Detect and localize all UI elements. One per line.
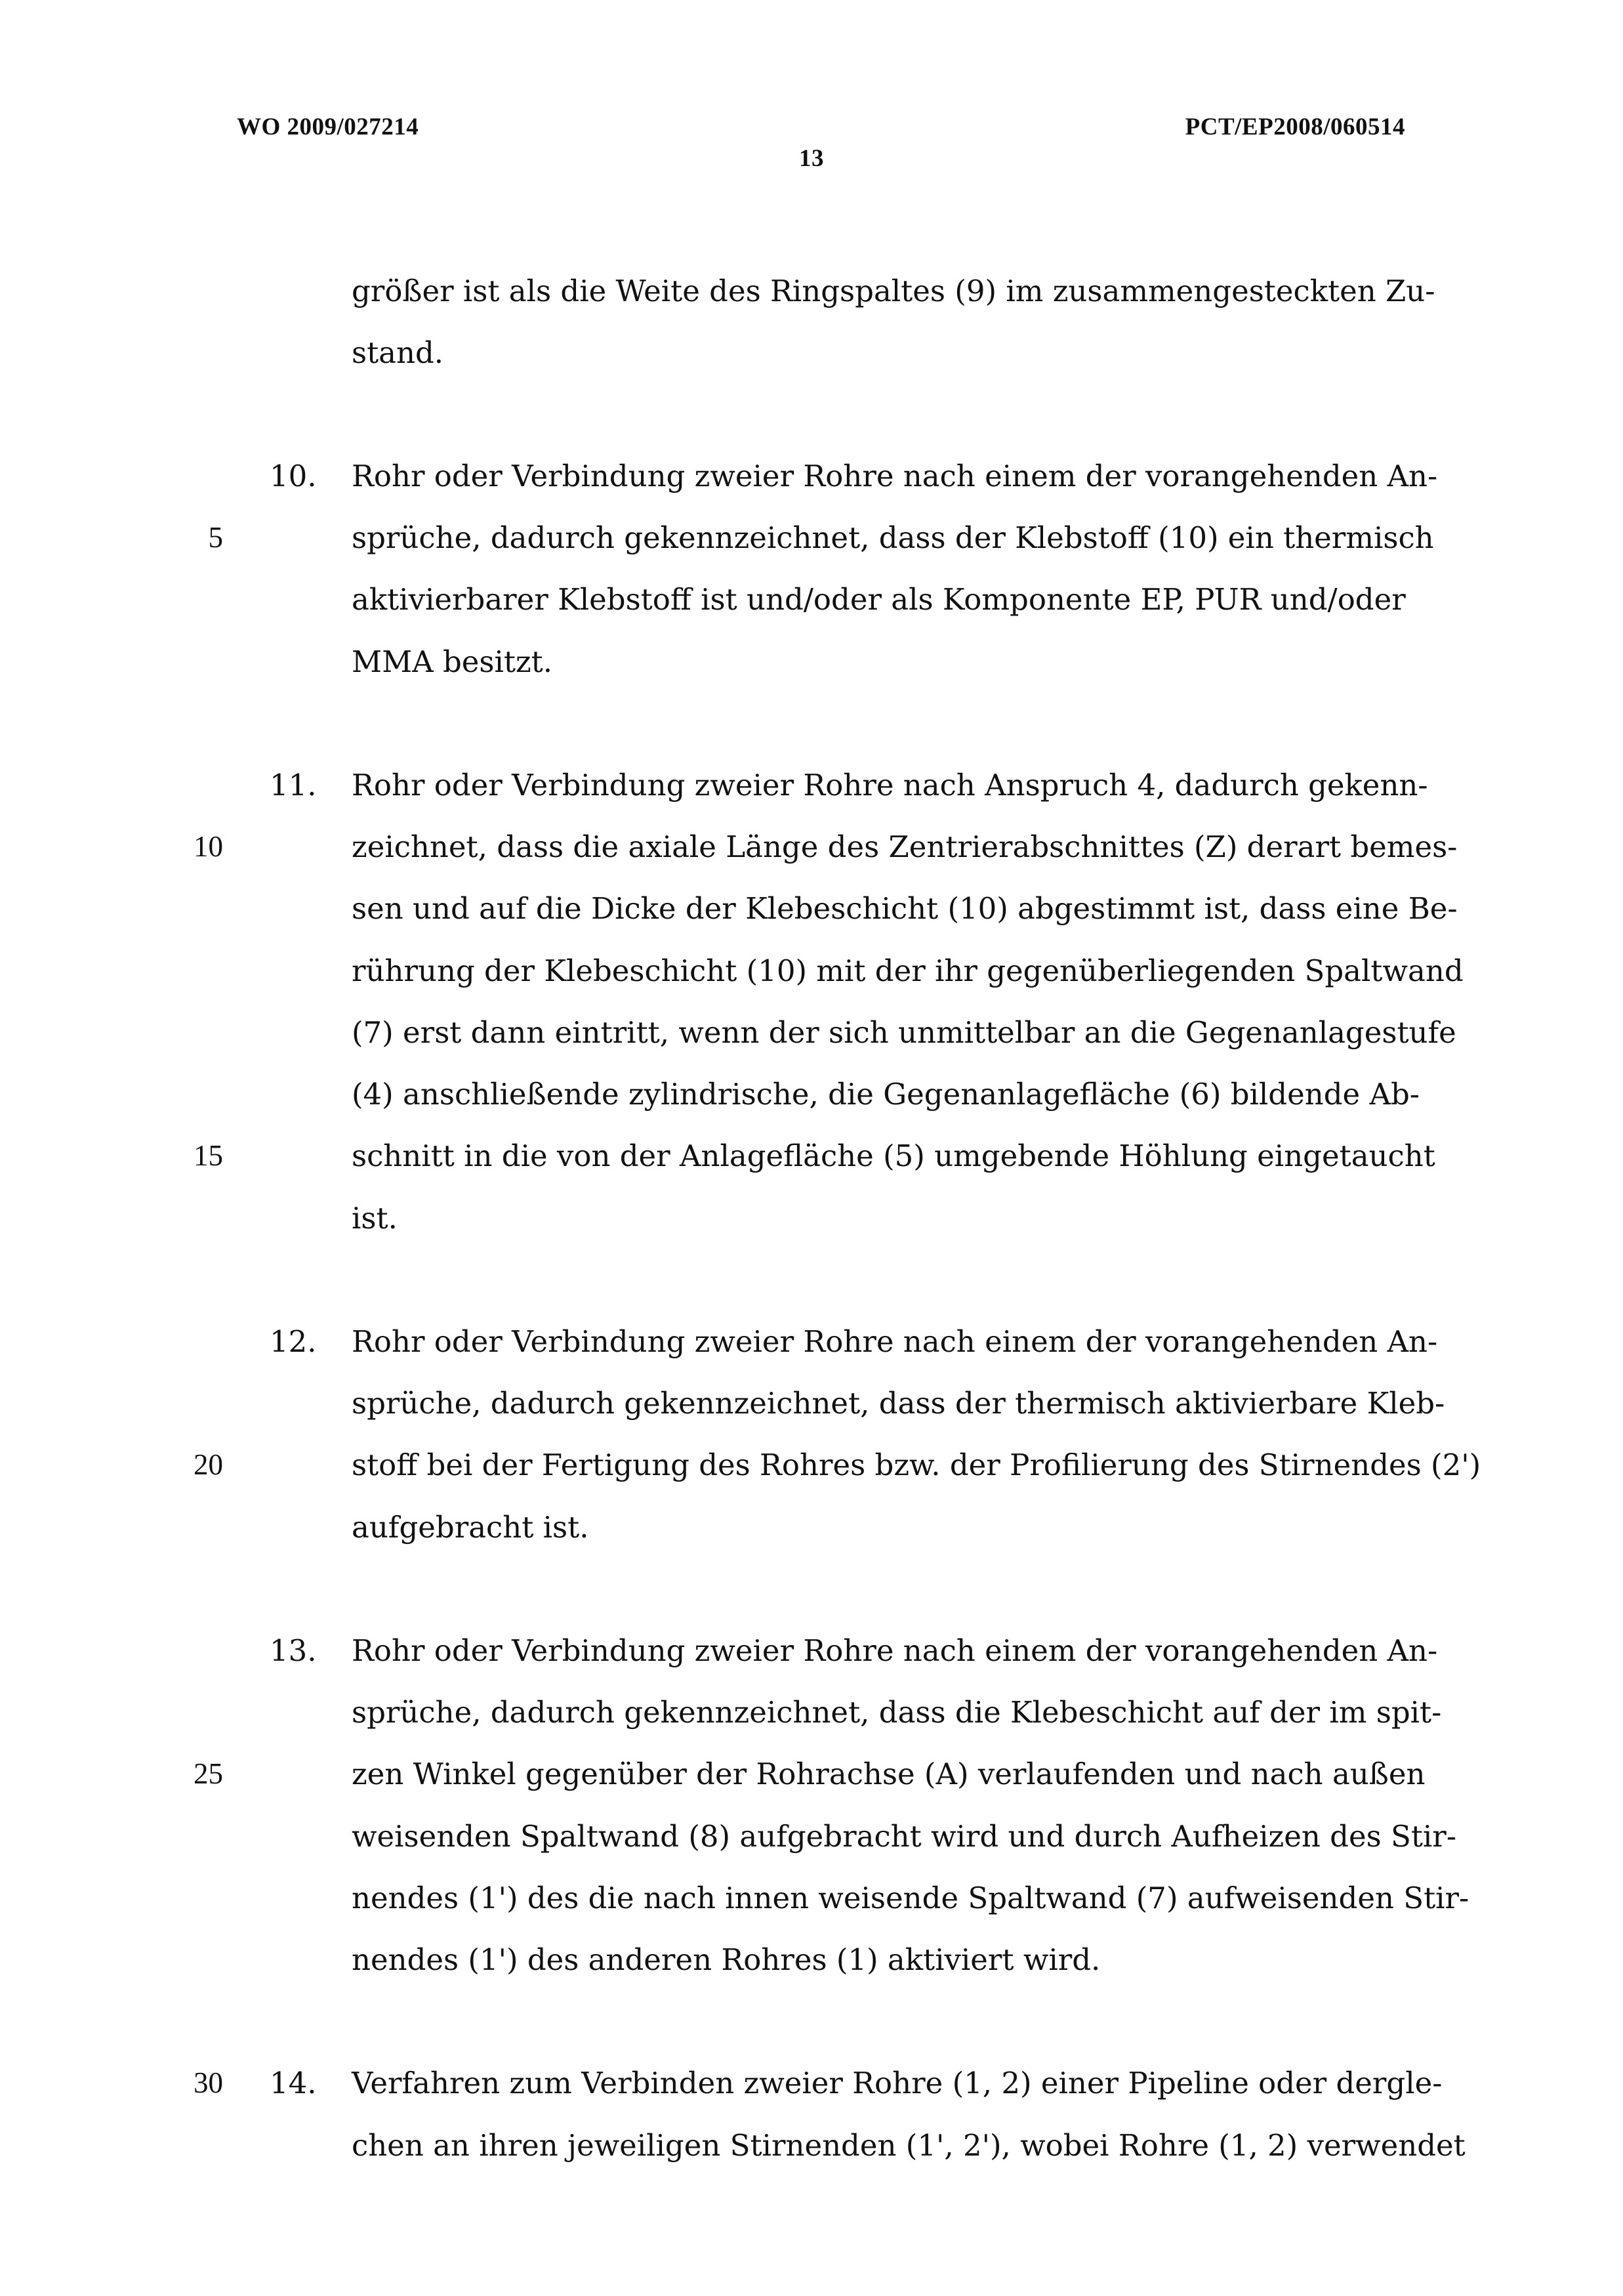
intro-line: stand.	[352, 335, 444, 370]
claim-13-number: 13.	[270, 1633, 317, 1668]
claim-13-line: zen Winkel gegenüber der Rohrachse (A) verlaufenden und nach außen	[352, 1757, 1426, 1791]
claim-11-number: 11.	[270, 768, 317, 803]
line-number-30: 30	[194, 2066, 223, 2099]
claim-13-line: nendes (1') des anderen Rohres (1) aktiviert wird.	[352, 1942, 1101, 1977]
line-number-20: 20	[194, 1448, 223, 1481]
header-right: PCT/EP2008/060514	[1185, 114, 1405, 140]
claim-10-line: sprüche, dadurch gekennzeichnet, dass der Klebstoff (10) ein thermisch	[352, 520, 1434, 555]
claim-11-line: zeichnet, dass die axiale Länge des Zentrierabschnittes (Z) derart bemes-	[352, 829, 1458, 864]
claim-13-line: weisenden Spaltwand (8) aufgebracht wird und durch Aufheizen des Stir-	[352, 1819, 1457, 1854]
line-number-15: 15	[194, 1139, 223, 1172]
claim-13-line: nendes (1') des die nach innen weisende Spaltwand (7) aufweisenden Stir-	[352, 1881, 1469, 1915]
claim-13-line: Rohr oder Verbindung zweier Rohre nach einem der vorangehenden An-	[352, 1633, 1438, 1668]
claim-12-line: stoff bei der Fertigung des Rohres bzw. der Profilierung des Stirnendes (2')	[352, 1448, 1481, 1482]
claim-11-line: rührung der Klebeschicht (10) mit der ihr gegenüberliegenden Spaltwand	[352, 953, 1464, 988]
claim-11-line: schnitt in die von der Anlagefläche (5) umgebende Höhlung eingetaucht	[352, 1138, 1435, 1173]
claim-11-line: sen und auf die Dicke der Klebeschicht (10) abgestimmt ist, dass eine Be-	[352, 891, 1458, 926]
claim-14-number: 14.	[270, 2066, 317, 2100]
claim-12-number: 12.	[270, 1324, 317, 1359]
claim-12-line: sprüche, dadurch gekennzeichnet, dass der thermisch aktivierbare Kleb-	[352, 1386, 1445, 1421]
claim-10-line: aktivierbarer Klebstoff ist und/oder als Komponente EP, PUR und/oder	[352, 582, 1406, 617]
line-number-10: 10	[194, 830, 223, 863]
claim-12-line: Rohr oder Verbindung zweier Rohre nach einem der vorangehenden An-	[352, 1324, 1438, 1359]
header-left: WO 2009/027214	[237, 114, 419, 140]
line-number-5: 5	[208, 521, 223, 554]
claim-13-line: sprüche, dadurch gekennzeichnet, dass die Klebeschicht auf der im spit-	[352, 1695, 1442, 1730]
claim-11-line: (4) anschließende zylindrische, die Gegenanlagefläche (6) bildende Ab-	[352, 1077, 1420, 1112]
claim-11-line: (7) erst dann eintritt, wenn der sich unmittelbar an die Gegenanlagestufe	[352, 1015, 1456, 1050]
claim-10-number: 10.	[270, 459, 317, 493]
claim-14-line: Verfahren zum Verbinden zweier Rohre (1, 2) einer Pipeline oder dergle-	[352, 2066, 1443, 2100]
page-number: 13	[799, 145, 824, 172]
claim-10-line: MMA besitzt.	[352, 644, 553, 679]
claim-12-line: aufgebracht ist.	[352, 1510, 589, 1545]
claim-10-line: Rohr oder Verbindung zweier Rohre nach einem der vorangehenden An-	[352, 459, 1438, 493]
claim-14-line: chen an ihren jeweiligen Stirnenden (1', 2'), wobei Rohre (1, 2) verwendet	[352, 2128, 1466, 2163]
intro-line: größer ist als die Weite des Ringspaltes (9) im zusammengesteckten Zu-	[352, 274, 1435, 308]
claim-11-line: ist.	[352, 1201, 398, 1236]
claim-11-line: Rohr oder Verbindung zweier Rohre nach Anspruch 4, dadurch gekenn-	[352, 768, 1428, 803]
line-number-25: 25	[194, 1757, 223, 1790]
